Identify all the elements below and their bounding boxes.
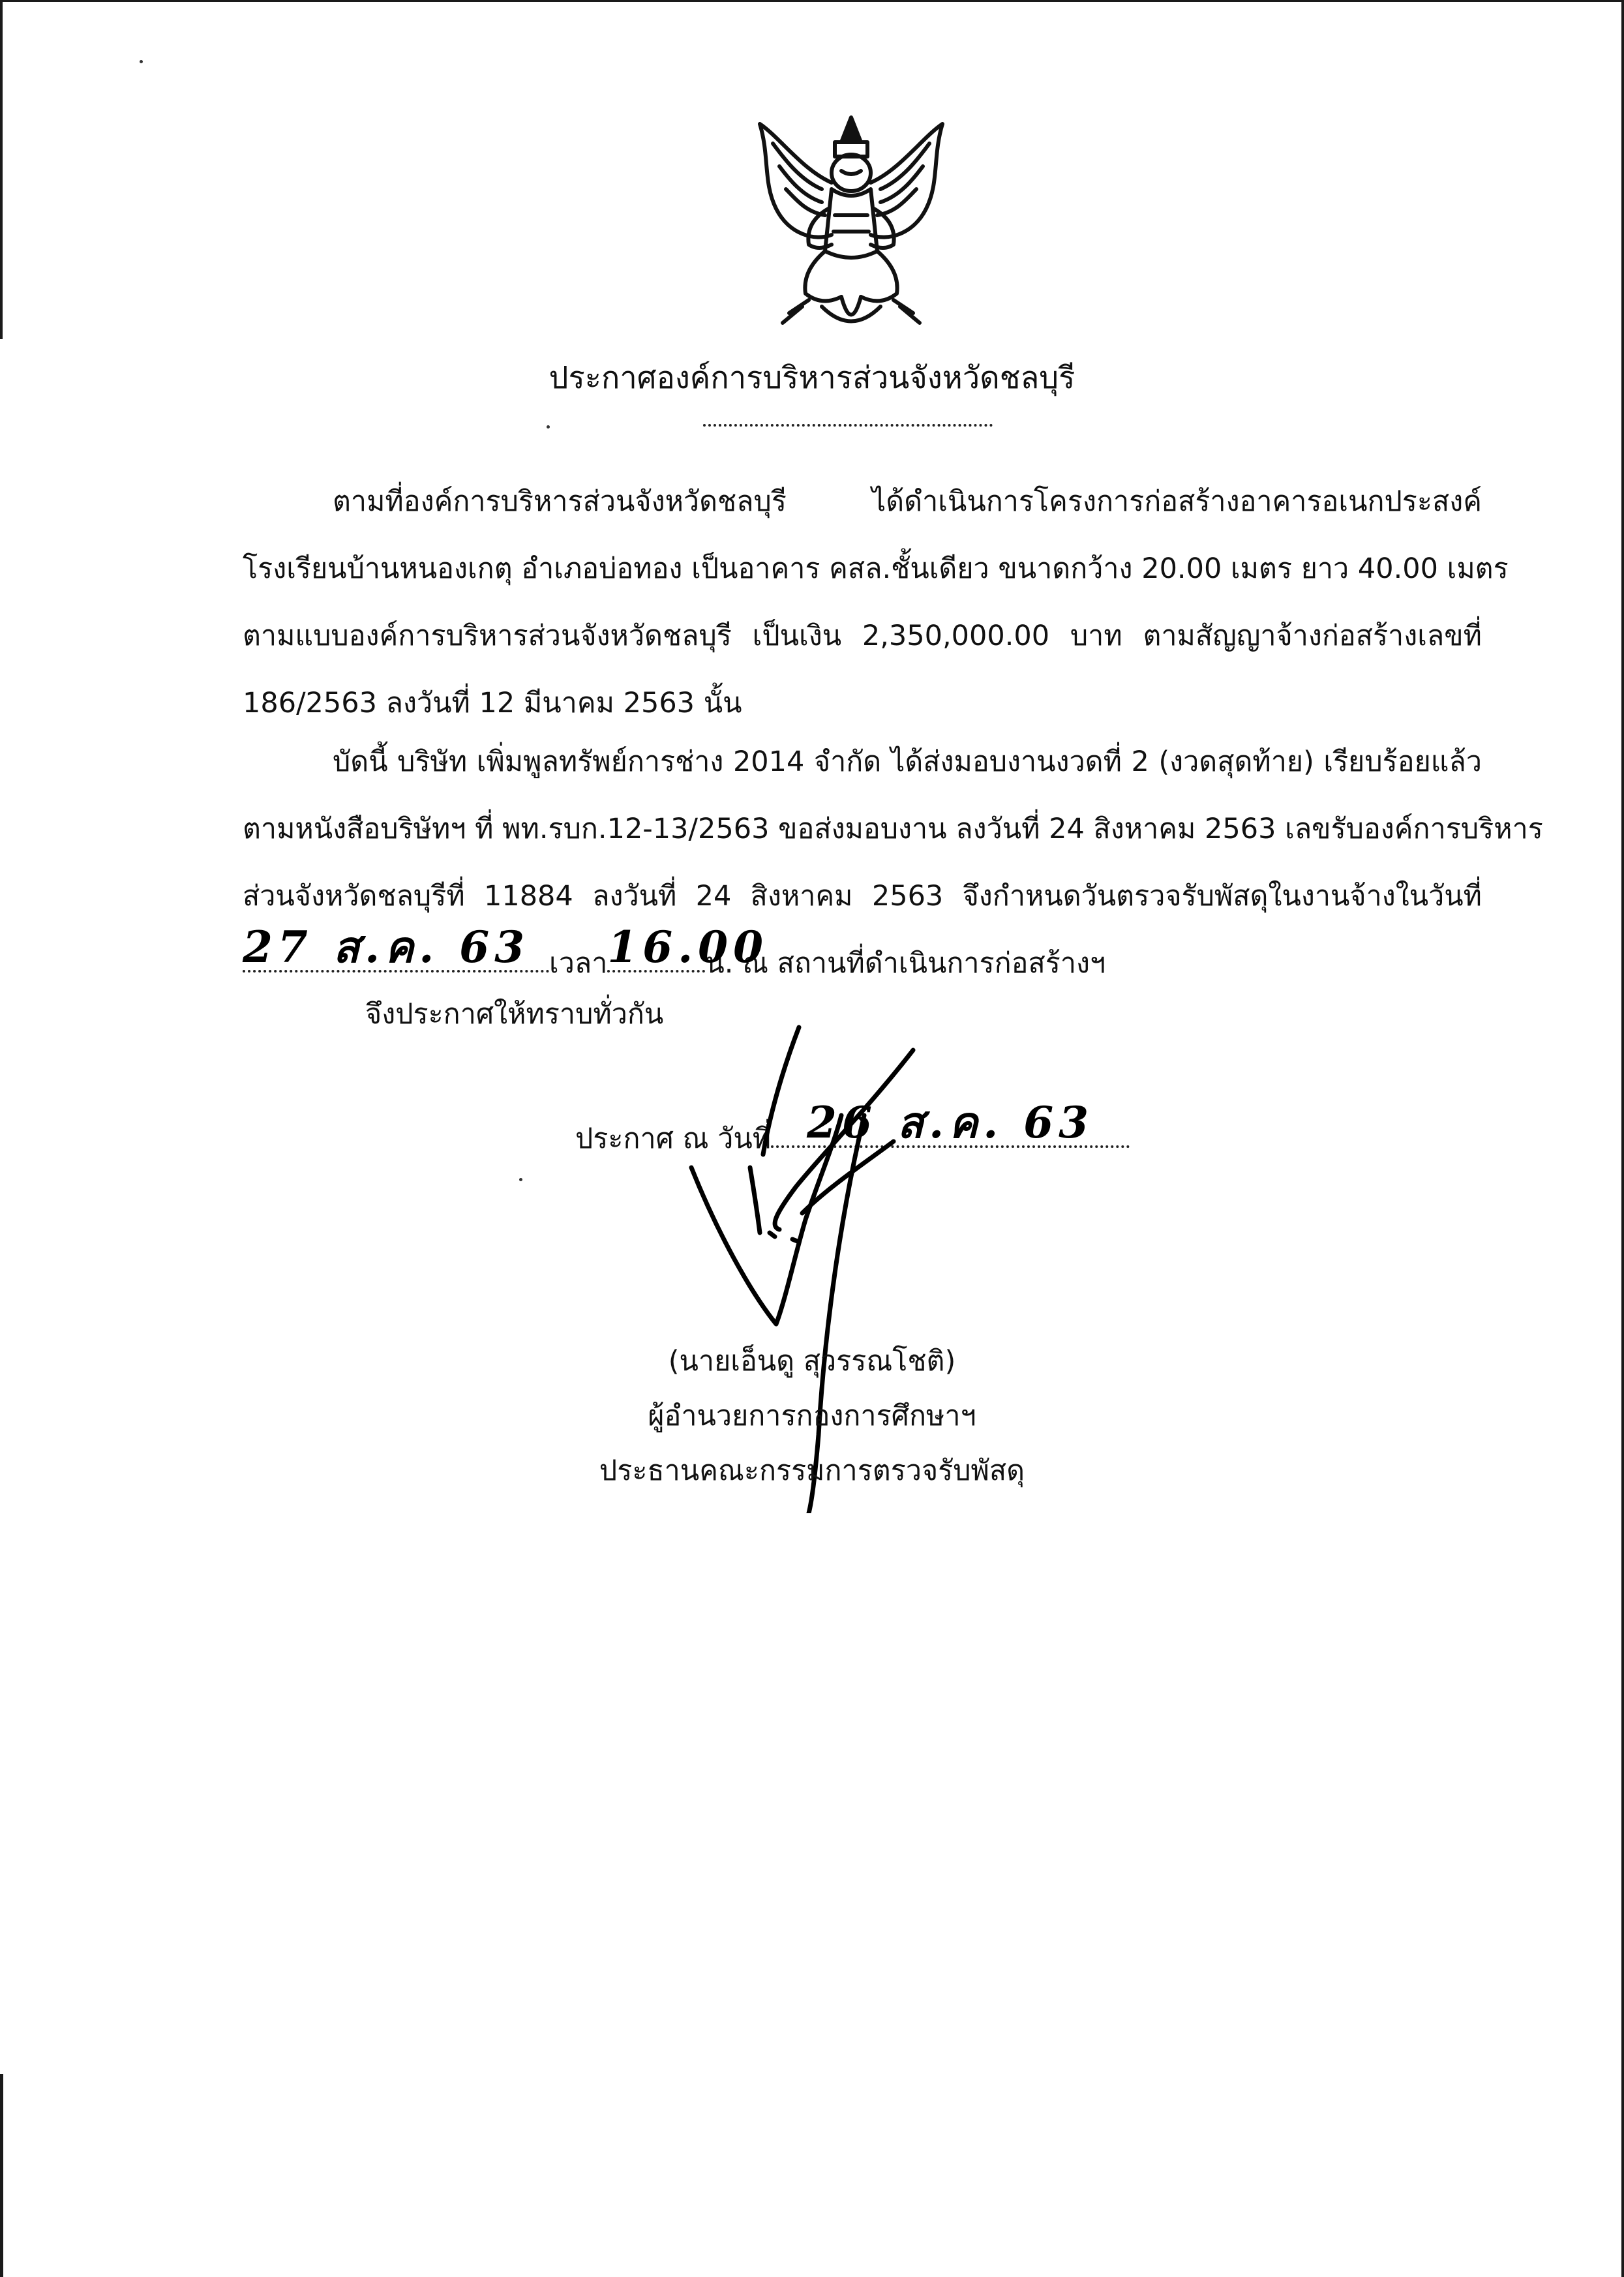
scan-speck: [547, 425, 550, 429]
title-divider: [703, 424, 993, 427]
inspection-time-handwritten: 16.00: [607, 922, 769, 973]
paragraph-line: ตามแบบองค์การบริหารส่วนจังหวัดชลบุรี เป็นเงิน 2,350,000.00 บาท ตามสัญญาจ้างก่อสร้างเลขที่: [243, 620, 1482, 652]
announce-date-label: ประกาศ ณ วันที่: [575, 1123, 772, 1155]
paragraph-2: [243, 729, 1543, 997]
signatory-name: (นายเอ็นดู สุวรรณโชติ): [668, 1345, 956, 1378]
scan-top-edge: [0, 0, 1624, 2]
paragraph-line: โรงเรียนบ้านหนองเกตุ อำเภอบ่อทอง เป็นอาคาร คสล.ชั้นเดียว ขนาดกว้าง 20.00 เมตร ยาว 40.00 เมตร: [243, 552, 1509, 585]
inspection-location: น. ณ สถานที่ดำเนินการก่อสร้างฯ: [705, 947, 1106, 980]
closing-statement: จึงประกาศให้ทราบทั่วกัน: [365, 998, 664, 1031]
garuda-emblem-icon: [744, 111, 959, 339]
inspection-time-field: [607, 922, 769, 973]
paragraph-line: ตามที่องค์การบริหารส่วนจังหวัดชลบุรี ได้ดำเนินการโครงการก่อสร้างอาคารอเนกประสงค์: [333, 485, 1482, 518]
scan-left-edge-upper: [0, 0, 3, 339]
signatory-position: ผู้อำนวยการกองการศึกษาฯ: [648, 1400, 976, 1432]
paragraph-line: บัดนี้ บริษัท เพิ่มพูลทรัพย์การช่าง 2014 จำกัด ได้ส่งมอบงานงวดที่ 2 (งวดสุดท้าย) เรียบร้อยแล้ว: [333, 746, 1482, 778]
scan-right-edge: [1621, 0, 1624, 2277]
paragraph-1: [243, 468, 1509, 737]
scan-speck: [519, 1178, 522, 1181]
scan-speck: [140, 60, 143, 63]
signatory-block: [0, 1334, 1624, 1498]
inspection-date-field: [243, 922, 549, 973]
signatory-committee-role: ประธานคณะกรรมการตรวจรับพัสดุ: [599, 1455, 1025, 1487]
inspection-date-handwritten: 27 ส.ค. 63: [243, 922, 530, 973]
time-label: เวลา: [549, 947, 608, 980]
announce-date-handwritten: 26 ส.ค. 63: [807, 1097, 1094, 1148]
document-title: ประกาศองค์การบริหารส่วนจังหวัดชลบุรี: [549, 360, 1075, 396]
paragraph-line: 186/2563 ลงวันที่ 12 มีนาคม 2563 นั้น: [243, 687, 742, 719]
inspection-line: [243, 922, 1482, 997]
paragraph-line: ตามหนังสือบริษัทฯ ที่ พท.รบก.12-13/2563 ขอส่งมอบงาน ลงวันที่ 24 สิงหาคม 2563 เลขรับองค์การบริหาร: [243, 813, 1543, 845]
paragraph-line: ส่วนจังหวัดชลบุรีที่ 11884 ลงวันที่ 24 สิงหาคม 2563 จึงกำหนดวันตรวจรับพัสดุในงานจ้างในวันที่: [243, 880, 1482, 912]
scan-left-edge-lower: [0, 2074, 3, 2277]
